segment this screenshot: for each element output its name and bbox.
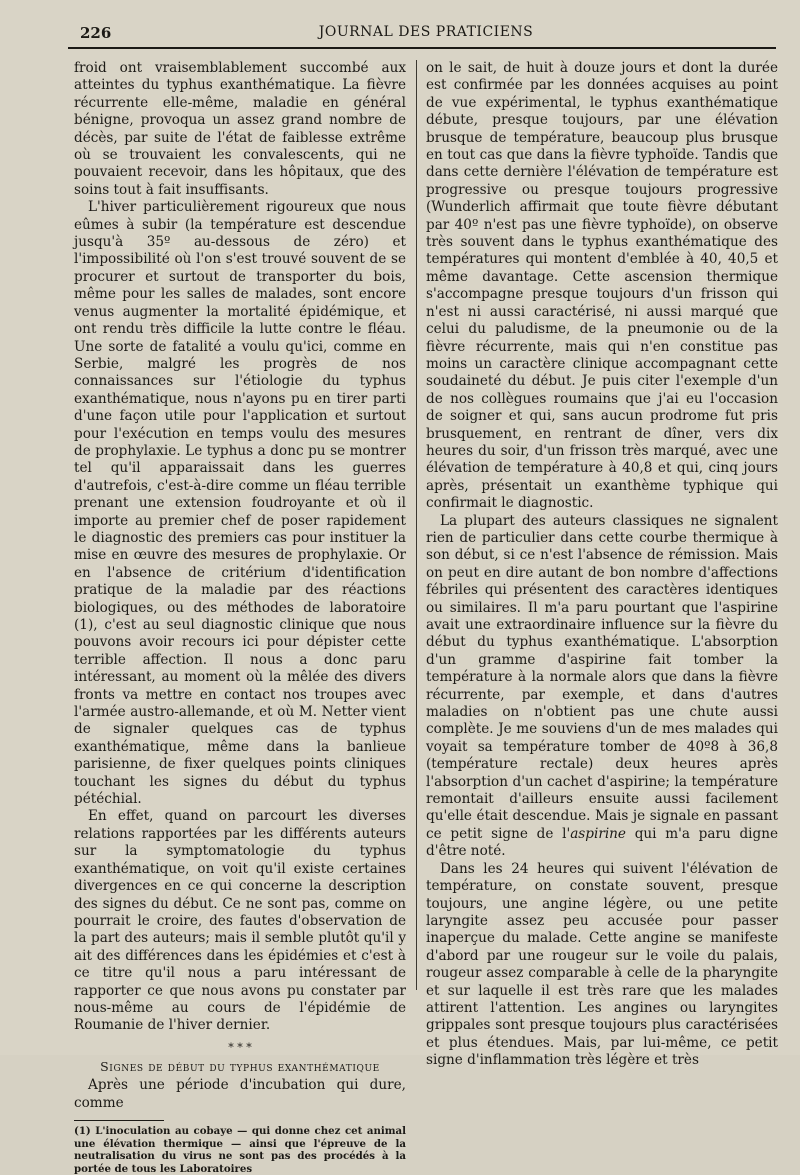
left-paragraph-2: L'hiver particulièrement rigoureux que nous eûmes à subir (la température est descendue jusqu'à 35º au-dessous de zéro) et l'impossibilité où l'on s'est trouvé souvent de se procurer et surtout de transporter du bois, même pour les salles de malades, sont encore venus augmenter la mortalité épidémique, et ont rendu très difficile la lutte contre le fléau. Une sorte de fatalité a voulu qu'ici, comme en Serbie, malgré les progrès de nos connaissances sur l'étiologie du typhus exanthématique, nous n'ayons pu en tirer parti d'une façon utile pour l'application et surtout pour l'exécution en temps voulu des mesures de prophylaxie. Le typhus a donc pu se montrer tel qu'il apparaissait dans les guerres d'autrefois, c'est-à-dire comme un fléau terrible prenant une extension foudroyante et où il importe au premier chef de poser rapidement le diagnostic des premiers cas pour instituer la mise en œuvre des mesures de prophylaxie. Or en l'absence de critérium d'identification pratique de la maladie par des réactions biologiques, ou des méthodes de laboratoire (1), c'est au seul diagnostic clinique que nous pouvons avoir recours ici pour dépister cette terrible affection. Il nous a donc paru intéressant, au moment où la mêlée des divers fronts va mettre en contact nos troupes avec l'armée austro-allemande, et où M. Netter vient de signaler quelques cas de typhus exanthématique, même dans la banlieue parisienne, de fixer quelques points cliniques touchant les signes du début du typhus pétéchial. (74, 199, 406, 808)
right-paragraph-2-text: La plupart des auteurs classiques ne signalent rien de particulier dans cette courbe thermique à son début, si ce n'est l'absence de rémission. Mais on peut en dire autant de bon nombre d'affections fébriles qui présentent des caractères identiques ou similaires. Il m'a paru pourtant que l'aspirine avait une extraordinaire influence sur la fièvre du début du typhus exanthématique. L'absorption d'un gramme d'aspirine fait tomber la température à la normale alors que dans la fièvre récurrente, par exemple, et dans d'autres maladies on n'obtient pas une chute aussi complète. Je me souviens d'un de mes malades qui voyait sa température tomber de 40º8 à 36,8 (température rectale) deux heures après l'absorption d'un cachet d'aspirine; la température remontait d'ailleurs ensuite aussi facilement qu'elle était descendue. Mais je signale en passant ce petit signe de l' (426, 512, 778, 842)
footnote-rule (74, 1120, 164, 1121)
right-paragraph-2-tail: qui m'a paru digne d'être noté. (426, 825, 778, 860)
aspirine-emphasis: aspirine (570, 825, 626, 842)
page-header (70, 20, 782, 46)
left-paragraph-3: En effet, quand on parcourt les diverses relations rapportées par les différents auteurs sur la symptomatologie du typhus exanthématique, on voit qu'il existe certaines divergences en ce qui concerne la description des signes du début. Ce ne sont pas, comme on pourrait le croire, des fautes d'observation de la part des auteurs; mais il semble plutôt qu'il y ait des différences dans les épidémies et c'est à ce titre qu'il nous a paru intéressant de rapporter ce que nous avons pu constater par nous-même au cours de l'épidémie de Roumanie de l'hiver dernier. (74, 808, 406, 1034)
right-paragraph-3: Dans les 24 heures qui suivent l'élévation de température, on constate souvent, presque toujours, une angine légère, ou une petite laryngite assez peu accusée pour passer inaperçue du malade. Cette angine se manifeste d'abord par une rougeur sur le voile du palais, rougeur assez comparable à celle de la pharyngite et sur laquelle il est très rare que les malades attirent l'attention. Les angines ou laryngites grippales sont presque toujours plus caractérisées et plus étendues. Mais, par lui-même, ce petit signe d'inflammation très légère et très (426, 860, 778, 1069)
footnote: (1) L'inoculation au cobaye — qui donne chez cet animal une élévation thermique — ainsi que l'épreuve de la neutralisation du virus ne sont pas des procédés à la portée de tous les Laboratoires (74, 1124, 406, 1175)
right-paragraph-1: on le sait, de huit à douze jours et dont la durée est confirmée par les données acquises au point de vue expérimental, le typhus exanthématique débute, presque toujours, par une élévation brusque de température, beaucoup plus brusque en tout cas que dans la fièvre typhoïde. Tandis que dans cette dernière l'élévation de température est progressive ou presque toujours progressive (Wunderlich affirmait que toute fièvre débutant par 40º n'est pas une fièvre typhoïde), on observe très souvent dans le typhus exanthématique des températures qui montent d'emblée à 40, 40,5 et même davantage. Cette ascension thermique s'accompagne presque toujours d'un frisson qui n'est ni aussi caractérisé, ni aussi marqué que celui du paludisme, de la pneumonie ou de la fièvre récurrente, mais qui n'en constitue pas moins un caractère clinique accompagnant cette soudaineté du début. Je puis citer l'exemple d'un de nos collègues roumains que j'ai eu l'occasion de soigner et qui, sans aucun prodrome fut pris brusquement, en rentrant de dîner, vers dix heures du soir, d'un frisson très marqué, avec une élévation de température à 40,8 et qui, cinq jours après, présentait un exanthème typhique qui confirmait le diagnostic. (426, 60, 778, 512)
header-rule (68, 47, 776, 49)
left-column (74, 60, 406, 1175)
section-stars: * * * (228, 1040, 252, 1054)
right-column (426, 60, 778, 1070)
page-number: 226 (80, 24, 112, 42)
section-opening-line: Après une période d'incubation qui dure, comme (74, 1077, 406, 1111)
running-title: JOURNAL DES PRATICIENS (318, 24, 534, 40)
section-heading: Signes de début du typhus exanthématique (100, 1058, 380, 1074)
column-divider (416, 60, 417, 990)
left-paragraph-1: froid ont vraisemblablement succombé aux atteintes du typhus exanthématique. La fièvre récurrente elle-même, maladie en général bénigne, provoqua un assez grand nombre de décès, par suite de l'état de faiblesse extrême où se trouvaient les convalescents, qui ne pouvaient recevoir, dans les hôpitaux, que des soins tout à fait insuffisants. (74, 60, 406, 198)
right-paragraph-2 (426, 513, 778, 861)
